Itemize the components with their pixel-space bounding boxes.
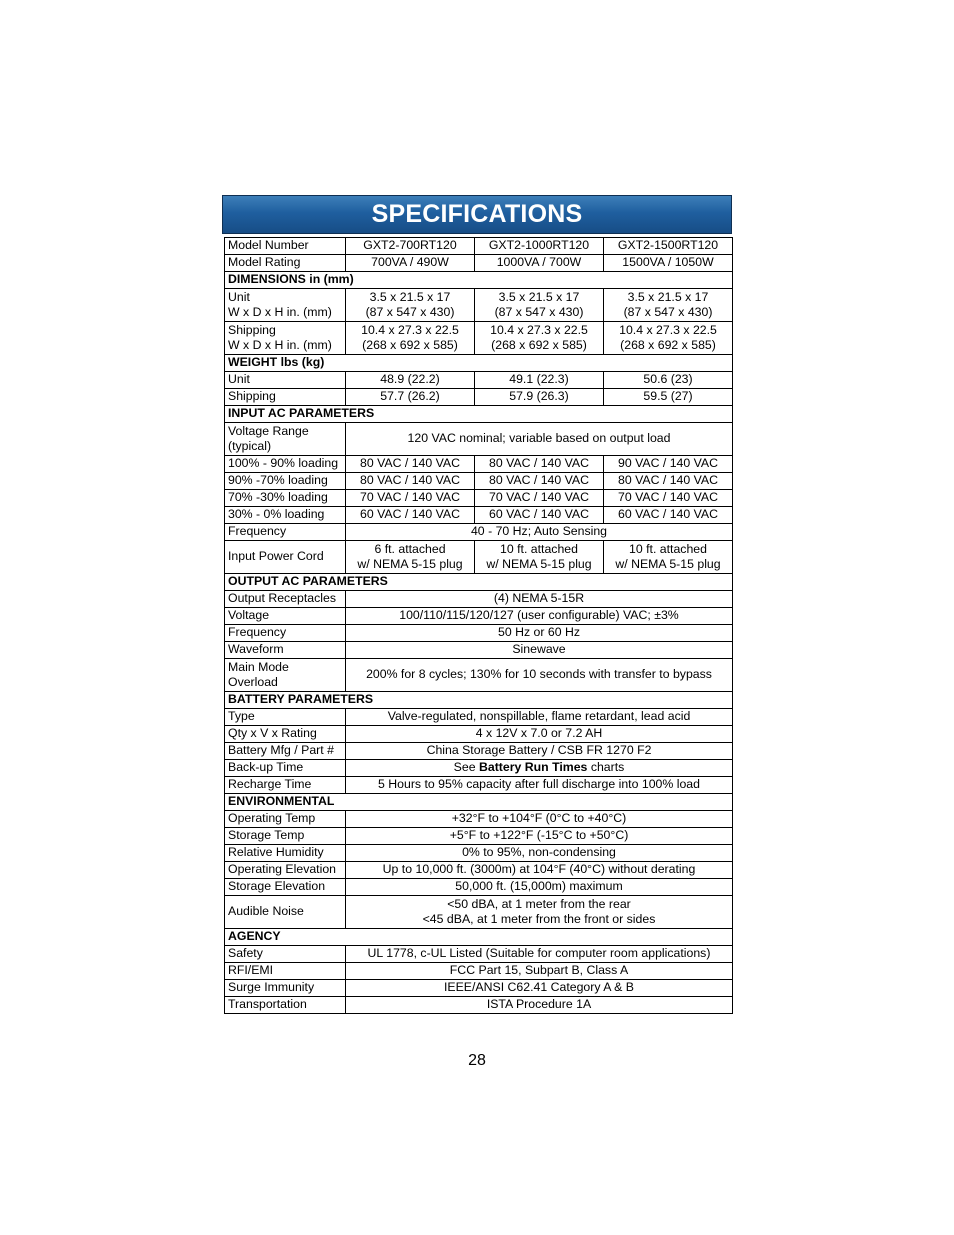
row-label-line: Storage Elevation	[228, 879, 326, 894]
value-line: 1500VA / 1050W	[622, 255, 714, 270]
value-cell	[604, 255, 733, 272]
value-line: w/ NEMA 5-15 plug	[357, 557, 463, 571]
value-cell	[346, 473, 475, 490]
value-cell-span	[346, 423, 733, 456]
value-line: 10.4 x 27.3 x 22.5	[490, 322, 588, 337]
value-cell-span	[346, 524, 733, 541]
value-line: 90 VAC / 140 VAC	[617, 456, 719, 471]
row-label-line: Surge Immunity	[228, 980, 315, 995]
value-line: 10.4 x 27.3 x 22.5	[361, 322, 459, 337]
value-line: (4) NEMA 5-15R	[493, 591, 585, 606]
value-cell	[346, 322, 475, 355]
value-line: 59.5 (27)	[643, 389, 693, 404]
table-row	[225, 828, 733, 845]
row-label	[225, 289, 346, 322]
row-label-line: Input Power Cord	[228, 549, 324, 564]
row-label-line: Transportation	[228, 997, 307, 1012]
row-label-line: Unit	[228, 372, 250, 387]
table-row	[225, 743, 733, 760]
section-header: AGENCY	[225, 929, 733, 946]
value-cell-span	[346, 980, 733, 997]
row-label	[225, 238, 346, 255]
value-line: FCC Part 15, Subpart B, Class A	[449, 963, 629, 978]
value-line: 100/110/115/120/127 (user configurable) VAC; ±3%	[399, 608, 679, 623]
value-cell	[475, 473, 604, 490]
value-line: 50,000 ft. (15,000m) maximum	[455, 879, 623, 894]
row-label	[225, 726, 346, 743]
value-text: See	[453, 760, 479, 775]
value-cell	[604, 322, 733, 355]
value-cell	[346, 507, 475, 524]
table-row	[225, 862, 733, 879]
specifications-banner	[222, 195, 732, 234]
table-row	[225, 255, 733, 272]
table-row	[225, 997, 733, 1014]
value-cell-span	[346, 642, 733, 659]
value-line: (87 x 547 x 430)	[494, 305, 584, 319]
row-label	[225, 322, 346, 355]
row-label-line: W x D x H in. (mm)	[228, 305, 332, 319]
row-label	[225, 828, 346, 845]
row-label-line: 70% -30% loading	[228, 490, 328, 505]
table-row	[225, 896, 733, 929]
value-cell	[475, 238, 604, 255]
value-line: 80 VAC / 140 VAC	[359, 456, 461, 471]
value-line: +5°F to +122°F (-15°C to +50°C)	[449, 828, 629, 843]
value-line: 80 VAC / 140 VAC	[359, 473, 461, 488]
table-row	[225, 625, 733, 642]
value-line: 48.9 (22.2)	[380, 372, 440, 387]
table-row	[225, 980, 733, 997]
row-label-line: Type	[228, 709, 255, 724]
value-line: 80 VAC / 140 VAC	[488, 456, 590, 471]
table-row	[225, 389, 733, 406]
value-cell	[475, 507, 604, 524]
section-header: INPUT AC PARAMETERS	[225, 406, 733, 423]
value-text-bold: Battery Run Times	[478, 760, 588, 775]
table-row	[225, 777, 733, 794]
row-label	[225, 490, 346, 507]
row-label-line: Operating Elevation	[228, 862, 337, 877]
value-cell-span	[346, 946, 733, 963]
value-cell-span	[346, 659, 733, 692]
value-line: 60 VAC / 140 VAC	[488, 507, 590, 522]
row-label	[225, 946, 346, 963]
specifications-table	[224, 237, 733, 1014]
row-label-line: Shipping	[228, 389, 276, 404]
value-line: 57.9 (26.3)	[509, 389, 569, 404]
value-line: 10.4 x 27.3 x 22.5	[619, 322, 717, 337]
value-cell-span	[346, 879, 733, 896]
value-cell	[604, 507, 733, 524]
row-label	[225, 625, 346, 642]
row-label-line: 30% - 0% loading	[228, 507, 325, 522]
value-line: (268 x 692 x 585)	[362, 338, 458, 352]
value-line: 80 VAC / 140 VAC	[488, 473, 590, 488]
table-row	[225, 322, 733, 355]
value-cell-span	[346, 828, 733, 845]
value-cell	[475, 372, 604, 389]
value-line: 70 VAC / 140 VAC	[617, 490, 719, 505]
row-label-line: Output Receptacles	[228, 591, 337, 606]
value-cell	[475, 456, 604, 473]
value-cell-span	[346, 896, 733, 929]
row-label	[225, 896, 346, 929]
value-cell	[346, 490, 475, 507]
row-label	[225, 980, 346, 997]
value-cell-span	[346, 608, 733, 625]
value-line: 70 VAC / 140 VAC	[359, 490, 461, 505]
value-cell	[475, 490, 604, 507]
row-label	[225, 709, 346, 726]
value-cell	[346, 541, 475, 574]
value-cell	[604, 456, 733, 473]
value-line: 50.6 (23)	[643, 372, 693, 387]
section-header-row	[225, 355, 733, 372]
value-line: (268 x 692 x 585)	[620, 338, 716, 352]
value-line: 10 ft. attached	[629, 541, 707, 556]
section-header-row	[225, 406, 733, 423]
value-cell	[604, 389, 733, 406]
value-line: 70 VAC / 140 VAC	[488, 490, 590, 505]
value-line: <50 dBA, at 1 meter from the rear	[447, 896, 631, 911]
table-row	[225, 709, 733, 726]
row-label	[225, 879, 346, 896]
value-line: GXT2-700RT120	[363, 238, 457, 253]
row-label-line: Frequency	[228, 524, 287, 539]
table-row	[225, 524, 733, 541]
row-label-line: Audible Noise	[228, 904, 304, 919]
value-cell	[475, 389, 604, 406]
value-line: (87 x 547 x 430)	[365, 305, 455, 319]
value-cell	[604, 289, 733, 322]
row-label	[225, 591, 346, 608]
page-title: SPECIFICATIONS	[371, 200, 583, 228]
table-row	[225, 946, 733, 963]
table-row	[225, 879, 733, 896]
row-label-line: Unit	[228, 289, 250, 304]
row-label	[225, 760, 346, 777]
row-label	[225, 524, 346, 541]
value-line: 3.5 x 21.5 x 17	[498, 289, 580, 304]
value-line: w/ NEMA 5-15 plug	[615, 557, 721, 571]
row-label-line: Model Number	[228, 238, 309, 253]
row-label-line: Battery Mfg / Part #	[228, 743, 334, 758]
table-row	[225, 490, 733, 507]
value-line: 57.7 (26.2)	[380, 389, 440, 404]
value-line: 10 ft. attached	[500, 541, 578, 556]
value-cell	[346, 456, 475, 473]
section-header: OUTPUT AC PARAMETERS	[225, 574, 733, 591]
row-label-line: Overload	[228, 675, 278, 689]
value-cell-span	[346, 777, 733, 794]
row-label-line: Model Rating	[228, 255, 301, 270]
row-label-line: Back-up Time	[228, 760, 304, 775]
value-line: 50 Hz or 60 Hz	[497, 625, 580, 640]
value-line: 60 VAC / 140 VAC	[359, 507, 461, 522]
row-label-line: (typical)	[228, 439, 272, 453]
table-row	[225, 963, 733, 980]
value-cell	[346, 372, 475, 389]
row-label	[225, 541, 346, 574]
value-cell	[604, 372, 733, 389]
row-label-line: Main Mode	[228, 659, 289, 674]
value-line: 80 VAC / 140 VAC	[617, 473, 719, 488]
value-cell-span	[346, 963, 733, 980]
value-line: GXT2-1000RT120	[488, 238, 590, 253]
value-cell	[604, 490, 733, 507]
table-row	[225, 456, 733, 473]
value-line: 1000VA / 700W	[496, 255, 582, 270]
value-cell	[604, 473, 733, 490]
value-cell	[475, 289, 604, 322]
table-row	[225, 760, 733, 777]
row-label	[225, 743, 346, 760]
row-label-line: Storage Temp	[228, 828, 305, 843]
section-header: WEIGHT lbs (kg)	[225, 355, 733, 372]
value-cell	[346, 255, 475, 272]
row-label	[225, 997, 346, 1014]
row-label	[225, 423, 346, 456]
row-label	[225, 473, 346, 490]
value-line: w/ NEMA 5-15 plug	[486, 557, 592, 571]
table-row	[225, 659, 733, 692]
row-label	[225, 456, 346, 473]
value-line: (87 x 547 x 430)	[623, 305, 713, 319]
table-row	[225, 473, 733, 490]
table-row	[225, 507, 733, 524]
row-label	[225, 389, 346, 406]
row-label-line: RFI/EMI	[228, 963, 274, 978]
value-line: GXT2-1500RT120	[617, 238, 719, 253]
row-label-line: 100% - 90% loading	[228, 456, 339, 471]
value-line: IEEE/ANSI C62.41 Category A & B	[443, 980, 635, 995]
value-cell	[346, 238, 475, 255]
value-line: China Storage Battery / CSB FR 1270 F2	[426, 743, 652, 758]
row-label-line: Recharge Time	[228, 777, 312, 792]
row-label-line: Shipping	[228, 322, 276, 337]
value-line: 0% to 95%, non-condensing	[462, 845, 616, 860]
row-label-line: Voltage Range	[228, 423, 309, 438]
value-line: 700VA / 490W	[371, 255, 449, 270]
row-label-line: Voltage	[228, 608, 270, 623]
value-cell-span	[346, 709, 733, 726]
value-line: ISTA Procedure 1A	[486, 997, 592, 1012]
value-cell	[475, 541, 604, 574]
section-header: BATTERY PARAMETERS	[225, 692, 733, 709]
section-header: ENVIRONMENTAL	[225, 794, 733, 811]
row-label	[225, 811, 346, 828]
table-row	[225, 845, 733, 862]
value-line: 49.1 (22.3)	[509, 372, 569, 387]
value-line: 5 Hours to 95% capacity after full discharge into 100% load	[378, 777, 700, 792]
row-label	[225, 642, 346, 659]
section-header-row	[225, 929, 733, 946]
value-cell-span	[346, 811, 733, 828]
table-row	[225, 726, 733, 743]
row-label	[225, 255, 346, 272]
row-label	[225, 608, 346, 625]
row-label	[225, 777, 346, 794]
table-row	[225, 372, 733, 389]
row-label	[225, 659, 346, 692]
value-cell-span	[346, 862, 733, 879]
value-line: Valve-regulated, nonspillable, flame retardant, lead acid	[387, 709, 691, 724]
value-line: Sinewave	[512, 642, 566, 657]
table-row	[225, 642, 733, 659]
row-label-line: Frequency	[228, 625, 287, 640]
section-header-row	[225, 574, 733, 591]
section-header-row	[225, 794, 733, 811]
value-cell-span	[346, 743, 733, 760]
section-header-row	[225, 692, 733, 709]
row-label	[225, 507, 346, 524]
value-line: 40 - 70 Hz; Auto Sensing	[470, 524, 608, 539]
value-cell	[346, 389, 475, 406]
value-line: (268 x 692 x 585)	[491, 338, 587, 352]
row-label-line: 90% -70% loading	[228, 473, 328, 488]
table-row	[225, 423, 733, 456]
value-line: 200% for 8 cycles; 130% for 10 seconds with transfer to bypass	[366, 667, 712, 682]
value-line: Up to 10,000 ft. (3000m) at 104°F (40°C) without derating	[382, 862, 696, 877]
value-cell	[604, 238, 733, 255]
row-label-line: Relative Humidity	[228, 845, 324, 860]
section-header-row	[225, 272, 733, 289]
row-label	[225, 862, 346, 879]
table-row	[225, 591, 733, 608]
table-row	[225, 608, 733, 625]
value-line: 6 ft. attached	[374, 541, 446, 556]
table-row	[225, 289, 733, 322]
value-cell	[475, 322, 604, 355]
value-cell-span	[346, 760, 733, 777]
value-line: 3.5 x 21.5 x 17	[369, 289, 451, 304]
row-label-line: Waveform	[228, 642, 284, 657]
value-cell-span	[346, 591, 733, 608]
row-label-line: Qty x V x Rating	[228, 726, 317, 741]
row-label-line: Operating Temp	[228, 811, 316, 826]
table-row	[225, 541, 733, 574]
value-line: 60 VAC / 140 VAC	[617, 507, 719, 522]
row-label	[225, 372, 346, 389]
value-cell	[346, 289, 475, 322]
value-cell	[604, 541, 733, 574]
value-cell-span	[346, 845, 733, 862]
page-number: 28	[468, 1052, 486, 1069]
table-row	[225, 811, 733, 828]
value-line: UL 1778, c-UL Listed (Suitable for computer room applications)	[367, 946, 711, 961]
row-label	[225, 845, 346, 862]
value-line: 3.5 x 21.5 x 17	[627, 289, 709, 304]
row-label	[225, 963, 346, 980]
value-cell-span	[346, 997, 733, 1014]
value-line: +32°F to +104°F (0°C to +40°C)	[451, 811, 627, 826]
value-line: 4 x 12V x 7.0 or 7.2 AH	[475, 726, 603, 741]
value-line: 120 VAC nominal; variable based on output load	[407, 431, 671, 446]
row-label-line: W x D x H in. (mm)	[228, 338, 332, 352]
value-text: charts	[587, 760, 625, 775]
value-cell-span	[346, 726, 733, 743]
value-cell	[475, 255, 604, 272]
section-header: DIMENSIONS in (mm)	[225, 272, 733, 289]
value-cell-span	[346, 625, 733, 642]
row-label-line: Safety	[228, 946, 263, 961]
value-line: <45 dBA, at 1 meter from the front or sides	[422, 912, 656, 926]
table-row	[225, 238, 733, 255]
